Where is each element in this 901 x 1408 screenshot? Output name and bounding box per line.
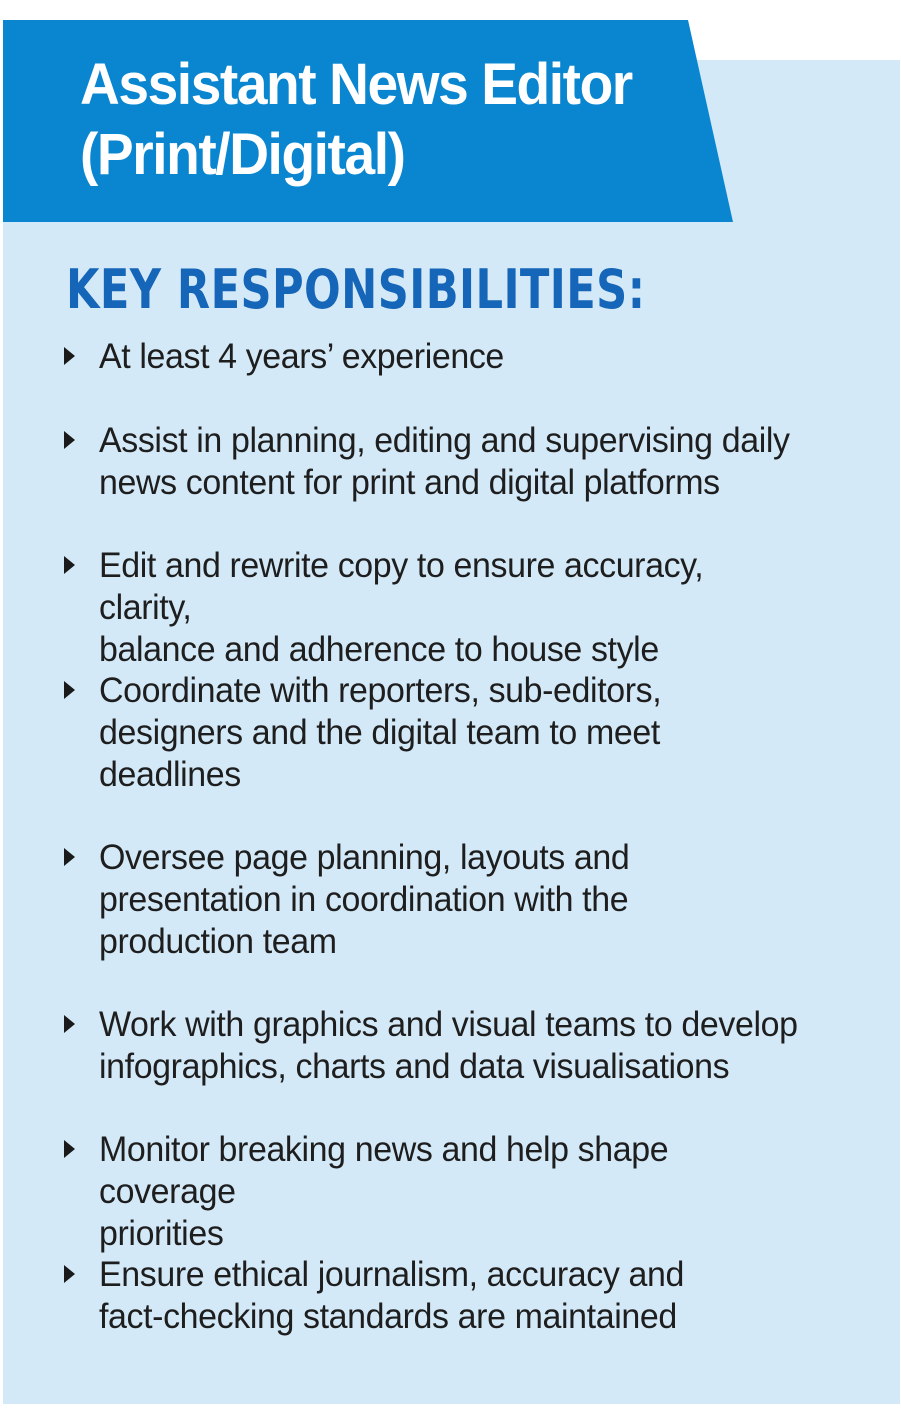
triangle-right-icon [64, 848, 75, 866]
triangle-right-icon [64, 556, 75, 574]
job-title: Assistant News Editor (Print/Digital) [80, 52, 632, 187]
triangle-right-icon [64, 681, 75, 699]
list-item-text: Assist in planning, editing and supervising daily news content for print and digital platforms [99, 421, 790, 502]
list-item-text: Ensure ethical journalism, accuracy and fact-checking standards are maintained [99, 1255, 684, 1336]
list-item-text: Edit and rewrite copy to ensure accuracy, clarity, balance and adherence to house style [99, 546, 704, 669]
triangle-right-icon [64, 431, 75, 449]
list-item [62, 670, 822, 796]
section-heading: KEY RESPONSIBILITIES: [66, 258, 646, 321]
list-item [62, 545, 822, 671]
list-item [62, 837, 822, 963]
list-item-text: Monitor breaking news and help shape coverage priorities [99, 1130, 669, 1253]
triangle-right-icon [64, 1265, 75, 1283]
list-item [62, 336, 822, 378]
list-item-text: At least 4 years’ experience [99, 337, 504, 376]
list-item [62, 1004, 822, 1088]
triangle-right-icon [64, 1140, 75, 1158]
list-item-text: Oversee page planning, layouts and presentation in coordination with the production team [99, 838, 630, 961]
list-item [62, 420, 822, 504]
triangle-right-icon [64, 1015, 75, 1033]
triangle-right-icon [64, 347, 75, 365]
list-item [62, 1254, 822, 1338]
list-item-text: Work with graphics and visual teams to develop infographics, charts and data visualisations [99, 1005, 798, 1086]
list-item [62, 1129, 822, 1255]
list-item-text: Coordinate with reporters, sub-editors, designers and the digital team to meet deadlines [99, 671, 662, 794]
